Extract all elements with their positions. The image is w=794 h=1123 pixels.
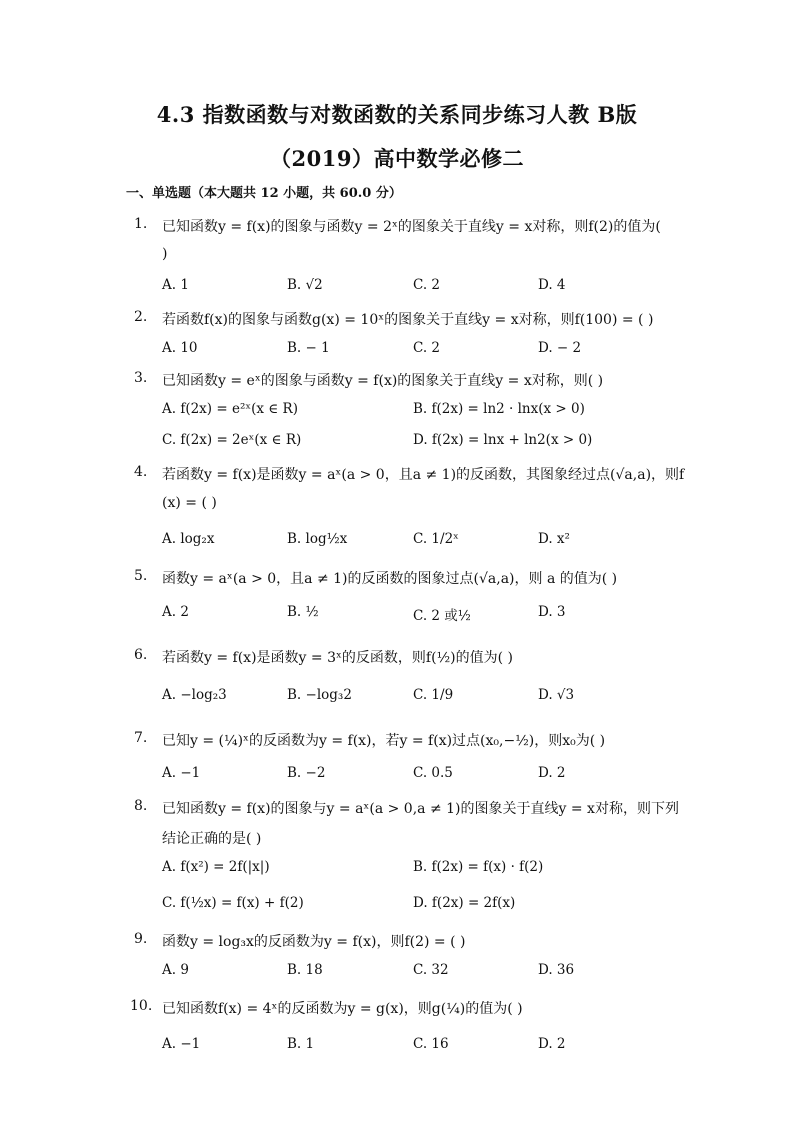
option-d: D. 2 bbox=[538, 765, 566, 781]
option-d: D. 36 bbox=[538, 962, 575, 978]
question-number: 8. bbox=[134, 798, 148, 814]
option-a: A. log₂x bbox=[162, 531, 215, 547]
question-text: 结论正确的是( ) bbox=[162, 831, 262, 847]
option-b: B. −log₃2 bbox=[287, 687, 352, 703]
question-number: 1. bbox=[134, 216, 148, 232]
option-c: C. 0.5 bbox=[413, 765, 453, 781]
option-d: D. − 2 bbox=[538, 340, 582, 356]
question-text: 已知函数f(x) = 4ˣ的反函数为y = g(x)，则g(¼)的值为( ) bbox=[162, 1001, 523, 1017]
option-a: A. 1 bbox=[162, 277, 189, 293]
option-b: B. f(2x) = ln2 · lnx(x > 0) bbox=[413, 401, 585, 417]
option-b: B. 1 bbox=[287, 1036, 315, 1052]
option-c: C. f(2x) = 2eˣ(x ∈ R) bbox=[162, 432, 302, 448]
option-d: D. f(2x) = 2f(x) bbox=[413, 895, 516, 911]
question-text: 若函数y = f(x)是函数y = aˣ(a > 0，且a ≠ 1)的反函数，其图象经过点(√a,a)，则f bbox=[162, 467, 685, 483]
question-text: 若函数f(x)的图象与函数g(x) = 10ˣ的图象关于直线y = x对称，则f(100) = ( ) bbox=[162, 312, 654, 328]
option-a: A. f(2x) = e²ˣ(x ∈ R) bbox=[162, 401, 298, 417]
option-c: C. 2 或½ bbox=[413, 608, 471, 624]
option-c: C. 1/2ˣ bbox=[413, 531, 459, 547]
question-text: 已知函数y = f(x)的图象与函数y = 2ˣ的图象关于直线y = x对称，则f(2)的值为( bbox=[162, 219, 661, 235]
question-text: 已知函数y = eˣ的图象与函数y = f(x)的图象关于直线y = x对称，则( ) bbox=[162, 373, 604, 389]
option-b: B. log½x bbox=[287, 531, 348, 547]
doc-title-line2: （2019）高中数学必修二 bbox=[270, 146, 524, 171]
option-b: B. − 1 bbox=[287, 340, 330, 356]
question-text: (x) = ( ) bbox=[162, 495, 217, 511]
question-text: 若函数y = f(x)是函数y = 3ˣ的反函数，则f(½)的值为( ) bbox=[162, 650, 513, 666]
option-b: B. √2 bbox=[287, 277, 323, 293]
option-a: A. −1 bbox=[162, 1036, 201, 1052]
question-number: 3. bbox=[134, 370, 148, 386]
option-d: D. 2 bbox=[538, 1036, 566, 1052]
question-number: 10. bbox=[130, 998, 153, 1014]
question-text: ) bbox=[162, 246, 168, 262]
option-b: B. ½ bbox=[287, 604, 319, 620]
option-d: D. 3 bbox=[538, 604, 566, 620]
option-b: B. 18 bbox=[287, 962, 323, 978]
question-number: 7. bbox=[134, 730, 148, 746]
option-d: D. f(2x) = lnx + ln2(x > 0) bbox=[413, 432, 593, 448]
question-number: 6. bbox=[134, 647, 148, 663]
question-number: 4. bbox=[134, 464, 148, 480]
option-d: D. 4 bbox=[538, 277, 566, 293]
question-text: 已知y = (¼)ˣ的反函数为y = f(x)，若y = f(x)过点(x₀,−½)，则x₀为( ) bbox=[162, 733, 606, 749]
option-a: A. 9 bbox=[162, 962, 189, 978]
option-a: A. −log₂3 bbox=[162, 687, 227, 703]
option-c: C. 2 bbox=[413, 277, 441, 293]
option-d: D. √3 bbox=[538, 687, 575, 703]
option-c: C. 2 bbox=[413, 340, 441, 356]
option-c: C. 1/9 bbox=[413, 687, 454, 703]
option-a: A. 2 bbox=[162, 604, 189, 620]
option-c: C. 32 bbox=[413, 962, 449, 978]
option-d: D. x² bbox=[538, 531, 570, 547]
option-a: A. 10 bbox=[162, 340, 198, 356]
option-a: A. −1 bbox=[162, 765, 201, 781]
option-a: A. f(x²) = 2f(|x|) bbox=[162, 859, 270, 875]
question-text: 函数y = log₃x的反函数为y = f(x)，则f(2) = ( ) bbox=[162, 934, 466, 950]
question-number: 2. bbox=[134, 309, 148, 325]
question-number: 5. bbox=[134, 568, 148, 584]
option-b: B. −2 bbox=[287, 765, 326, 781]
question-text: 已知函数y = f(x)的图象与y = aˣ(a > 0,a ≠ 1)的图象关于直线y = x对称，则下列 bbox=[162, 801, 679, 817]
section-heading: 一、单选题（本大题共 12 小题，共 60.0 分） bbox=[126, 186, 402, 201]
question-text: 函数y = aˣ(a > 0，且a ≠ 1)的反函数的图象过点(√a,a)，则 a 的值为( ) bbox=[162, 571, 618, 587]
option-c: C. 16 bbox=[413, 1036, 449, 1052]
option-c: C. f(½x) = f(x) + f(2) bbox=[162, 895, 304, 911]
question-number: 9. bbox=[134, 931, 148, 947]
option-b: B. f(2x) = f(x) · f(2) bbox=[413, 859, 544, 875]
doc-title-line1: 4.3 指数函数与对数函数的关系同步练习人教 B版 bbox=[156, 102, 638, 127]
